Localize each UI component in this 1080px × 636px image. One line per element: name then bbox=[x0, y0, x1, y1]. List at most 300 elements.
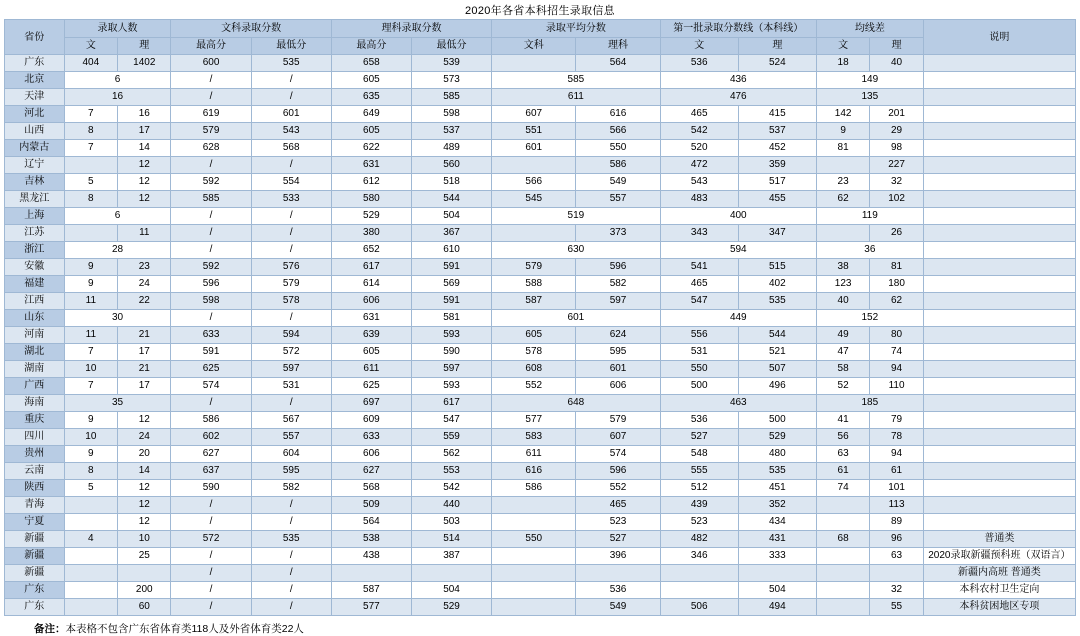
header-sub-0-0: 文 bbox=[64, 38, 117, 55]
count-li-cell: 17 bbox=[118, 123, 171, 140]
diff-li-cell: 110 bbox=[870, 378, 923, 395]
wen-max-cell: 574 bbox=[171, 378, 251, 395]
count-wen-cell: 404 bbox=[64, 55, 117, 72]
diff-wen-cell: 63 bbox=[816, 446, 869, 463]
li-min-cell: 569 bbox=[411, 276, 491, 293]
diff-li-cell: 32 bbox=[870, 582, 923, 599]
wen-min-cell: / bbox=[251, 395, 331, 412]
line-wen-cell: 346 bbox=[660, 548, 738, 565]
wen-min-cell: 554 bbox=[251, 174, 331, 191]
header-sub-2-1: 最低分 bbox=[411, 38, 491, 55]
li-min-cell: 504 bbox=[411, 582, 491, 599]
count-wen-cell: 7 bbox=[64, 140, 117, 157]
table-row bbox=[5, 395, 1076, 412]
line-cell: 594 bbox=[660, 242, 816, 259]
line-li-cell: 535 bbox=[738, 293, 816, 310]
li-max-cell: 538 bbox=[331, 531, 411, 548]
remark-cell bbox=[923, 463, 1075, 480]
remark-cell bbox=[923, 157, 1075, 174]
count-wen-cell: 7 bbox=[64, 344, 117, 361]
count-cell: 28 bbox=[64, 242, 171, 259]
count-li-cell: 11 bbox=[118, 225, 171, 242]
diff-wen-cell: 49 bbox=[816, 327, 869, 344]
wen-min-cell: / bbox=[251, 548, 331, 565]
li-min-cell: 504 bbox=[411, 208, 491, 225]
count-li-cell: 12 bbox=[118, 412, 171, 429]
count-li-cell: 200 bbox=[118, 582, 171, 599]
footnote-text: 本表格不包含广东省体育类118人及外省体育类22人 bbox=[65, 623, 304, 635]
count-wen-cell: 5 bbox=[64, 480, 117, 497]
line-wen-cell: 555 bbox=[660, 463, 738, 480]
line-wen-cell: 547 bbox=[660, 293, 738, 310]
table-row bbox=[5, 72, 1076, 89]
avg-li-cell: 601 bbox=[576, 361, 660, 378]
li-min-cell: 489 bbox=[411, 140, 491, 157]
wen-min-cell: / bbox=[251, 310, 331, 327]
wen-min-cell: 535 bbox=[251, 55, 331, 72]
remark-cell bbox=[923, 344, 1075, 361]
li-min-cell: 539 bbox=[411, 55, 491, 72]
count-wen-cell bbox=[64, 225, 117, 242]
li-min-cell: 597 bbox=[411, 361, 491, 378]
count-li-cell: 17 bbox=[118, 378, 171, 395]
diff-li-cell: 79 bbox=[870, 412, 923, 429]
line-li-cell: 521 bbox=[738, 344, 816, 361]
diff-li-cell: 113 bbox=[870, 497, 923, 514]
wen-min-cell: 531 bbox=[251, 378, 331, 395]
line-li-cell: 431 bbox=[738, 531, 816, 548]
remark-cell bbox=[923, 174, 1075, 191]
avg-wen-cell: 616 bbox=[492, 463, 576, 480]
count-wen-cell bbox=[64, 548, 117, 565]
li-max-cell: 614 bbox=[331, 276, 411, 293]
li-max-cell: 658 bbox=[331, 55, 411, 72]
li-min-cell: 573 bbox=[411, 72, 491, 89]
li-max-cell: 605 bbox=[331, 344, 411, 361]
wen-max-cell: / bbox=[171, 310, 251, 327]
table-footnote bbox=[0, 616, 1080, 636]
line-cell: 463 bbox=[660, 395, 816, 412]
province-cell: 陕西 bbox=[5, 480, 65, 497]
diff-cell: 185 bbox=[816, 395, 923, 412]
wen-min-cell: 568 bbox=[251, 140, 331, 157]
header-sub-5-1: 理 bbox=[870, 38, 923, 55]
diff-li-cell: 78 bbox=[870, 429, 923, 446]
count-cell: 6 bbox=[64, 72, 171, 89]
diff-wen-cell: 41 bbox=[816, 412, 869, 429]
diff-wen-cell bbox=[816, 565, 869, 582]
table-row bbox=[5, 174, 1076, 191]
line-li-cell: 434 bbox=[738, 514, 816, 531]
province-cell: 广东 bbox=[5, 55, 65, 72]
wen-min-cell: / bbox=[251, 599, 331, 616]
wen-max-cell: / bbox=[171, 395, 251, 412]
remark-cell bbox=[923, 412, 1075, 429]
wen-max-cell: / bbox=[171, 565, 251, 582]
page-title: 2020年各省本科招生录取信息 bbox=[465, 5, 615, 17]
wen-max-cell: 596 bbox=[171, 276, 251, 293]
avg-li-cell bbox=[576, 565, 660, 582]
li-max-cell: 631 bbox=[331, 310, 411, 327]
diff-wen-cell: 81 bbox=[816, 140, 869, 157]
line-li-cell: 507 bbox=[738, 361, 816, 378]
line-wen-cell: 512 bbox=[660, 480, 738, 497]
wen-min-cell: 535 bbox=[251, 531, 331, 548]
avg-wen-cell bbox=[492, 565, 576, 582]
li-max-cell: 609 bbox=[331, 412, 411, 429]
avg-li-cell: 606 bbox=[576, 378, 660, 395]
li-min-cell: 542 bbox=[411, 480, 491, 497]
wen-max-cell: 600 bbox=[171, 55, 251, 72]
header-sub-3-1: 理科 bbox=[576, 38, 660, 55]
diff-li-cell: 74 bbox=[870, 344, 923, 361]
li-min-cell: 440 bbox=[411, 497, 491, 514]
wen-min-cell: / bbox=[251, 72, 331, 89]
li-min-cell: 560 bbox=[411, 157, 491, 174]
li-min-cell: 544 bbox=[411, 191, 491, 208]
wen-max-cell: / bbox=[171, 89, 251, 106]
li-min-cell: 562 bbox=[411, 446, 491, 463]
line-li-cell bbox=[738, 565, 816, 582]
diff-cell: 149 bbox=[816, 72, 923, 89]
count-cell: 6 bbox=[64, 208, 171, 225]
diff-wen-cell bbox=[816, 582, 869, 599]
count-li-cell: 25 bbox=[118, 548, 171, 565]
avg-li-cell: 616 bbox=[576, 106, 660, 123]
diff-li-cell: 101 bbox=[870, 480, 923, 497]
line-wen-cell: 482 bbox=[660, 531, 738, 548]
diff-wen-cell: 142 bbox=[816, 106, 869, 123]
line-wen-cell: 536 bbox=[660, 412, 738, 429]
wen-min-cell: / bbox=[251, 157, 331, 174]
li-max-cell: 697 bbox=[331, 395, 411, 412]
header-group-4: 第一批录取分数线（本科线） bbox=[660, 20, 816, 38]
diff-li-cell: 180 bbox=[870, 276, 923, 293]
count-cell: 30 bbox=[64, 310, 171, 327]
diff-li-cell: 96 bbox=[870, 531, 923, 548]
diff-li-cell: 32 bbox=[870, 174, 923, 191]
wen-min-cell: 597 bbox=[251, 361, 331, 378]
avg-wen-cell: 583 bbox=[492, 429, 576, 446]
li-max-cell: 612 bbox=[331, 174, 411, 191]
line-li-cell: 529 bbox=[738, 429, 816, 446]
line-li-cell: 494 bbox=[738, 599, 816, 616]
li-max-cell: 605 bbox=[331, 123, 411, 140]
diff-wen-cell: 68 bbox=[816, 531, 869, 548]
count-wen-cell bbox=[64, 565, 117, 582]
line-cell: 476 bbox=[660, 89, 816, 106]
li-max-cell: 438 bbox=[331, 548, 411, 565]
remark-cell bbox=[923, 480, 1075, 497]
line-li-cell: 504 bbox=[738, 582, 816, 599]
table-row bbox=[5, 531, 1076, 548]
table-row bbox=[5, 310, 1076, 327]
remark-cell bbox=[923, 106, 1075, 123]
count-wen-cell: 9 bbox=[64, 276, 117, 293]
table-row bbox=[5, 565, 1076, 582]
line-wen-cell bbox=[660, 565, 738, 582]
remark-cell bbox=[923, 514, 1075, 531]
province-cell: 青海 bbox=[5, 497, 65, 514]
diff-li-cell: 26 bbox=[870, 225, 923, 242]
remark-cell bbox=[923, 429, 1075, 446]
wen-max-cell: / bbox=[171, 514, 251, 531]
wen-max-cell: / bbox=[171, 548, 251, 565]
avg-cell: 630 bbox=[492, 242, 661, 259]
diff-wen-cell bbox=[816, 514, 869, 531]
table-row bbox=[5, 599, 1076, 616]
header-sub-row bbox=[5, 38, 1076, 55]
count-wen-cell: 11 bbox=[64, 327, 117, 344]
avg-wen-cell: 588 bbox=[492, 276, 576, 293]
li-max-cell: 564 bbox=[331, 514, 411, 531]
header-province: 省份 bbox=[5, 20, 65, 55]
count-li-cell: 1402 bbox=[118, 55, 171, 72]
wen-min-cell: / bbox=[251, 565, 331, 582]
li-min-cell: 553 bbox=[411, 463, 491, 480]
wen-max-cell: 579 bbox=[171, 123, 251, 140]
line-wen-cell: 483 bbox=[660, 191, 738, 208]
avg-li-cell: 564 bbox=[576, 55, 660, 72]
table-row bbox=[5, 412, 1076, 429]
wen-max-cell: 590 bbox=[171, 480, 251, 497]
wen-min-cell: 572 bbox=[251, 344, 331, 361]
count-wen-cell: 8 bbox=[64, 123, 117, 140]
li-min-cell: 591 bbox=[411, 259, 491, 276]
remark-cell bbox=[923, 446, 1075, 463]
remark-cell: 2020录取新疆预科班（双语言） bbox=[923, 548, 1075, 565]
li-max-cell: 627 bbox=[331, 463, 411, 480]
li-min-cell: 367 bbox=[411, 225, 491, 242]
province-cell: 广西 bbox=[5, 378, 65, 395]
li-min-cell: 387 bbox=[411, 548, 491, 565]
li-max-cell: 652 bbox=[331, 242, 411, 259]
li-min-cell: 529 bbox=[411, 599, 491, 616]
wen-min-cell: / bbox=[251, 242, 331, 259]
count-li-cell: 12 bbox=[118, 497, 171, 514]
line-li-cell: 347 bbox=[738, 225, 816, 242]
diff-li-cell: 63 bbox=[870, 548, 923, 565]
diff-li-cell bbox=[870, 565, 923, 582]
diff-wen-cell: 123 bbox=[816, 276, 869, 293]
wen-min-cell: 543 bbox=[251, 123, 331, 140]
diff-li-cell: 94 bbox=[870, 446, 923, 463]
li-min-cell: 537 bbox=[411, 123, 491, 140]
table-row bbox=[5, 157, 1076, 174]
avg-wen-cell bbox=[492, 514, 576, 531]
diff-wen-cell bbox=[816, 225, 869, 242]
li-min-cell: 514 bbox=[411, 531, 491, 548]
province-cell: 广东 bbox=[5, 599, 65, 616]
li-min-cell: 518 bbox=[411, 174, 491, 191]
table-row bbox=[5, 429, 1076, 446]
count-li-cell: 60 bbox=[118, 599, 171, 616]
avg-wen-cell bbox=[492, 599, 576, 616]
remark-cell bbox=[923, 276, 1075, 293]
diff-wen-cell: 38 bbox=[816, 259, 869, 276]
avg-li-cell: 597 bbox=[576, 293, 660, 310]
line-wen-cell: 542 bbox=[660, 123, 738, 140]
province-cell: 海南 bbox=[5, 395, 65, 412]
avg-li-cell: 586 bbox=[576, 157, 660, 174]
count-wen-cell: 10 bbox=[64, 361, 117, 378]
avg-li-cell: 579 bbox=[576, 412, 660, 429]
count-wen-cell: 10 bbox=[64, 429, 117, 446]
avg-wen-cell bbox=[492, 497, 576, 514]
wen-min-cell: 533 bbox=[251, 191, 331, 208]
wen-max-cell: 598 bbox=[171, 293, 251, 310]
diff-li-cell: 62 bbox=[870, 293, 923, 310]
table-row bbox=[5, 327, 1076, 344]
count-wen-cell bbox=[64, 582, 117, 599]
line-wen-cell: 536 bbox=[660, 55, 738, 72]
li-max-cell: 509 bbox=[331, 497, 411, 514]
wen-max-cell: 602 bbox=[171, 429, 251, 446]
line-wen-cell: 523 bbox=[660, 514, 738, 531]
line-li-cell: 352 bbox=[738, 497, 816, 514]
diff-cell: 36 bbox=[816, 242, 923, 259]
wen-max-cell: 591 bbox=[171, 344, 251, 361]
count-li-cell: 12 bbox=[118, 157, 171, 174]
diff-wen-cell: 18 bbox=[816, 55, 869, 72]
diff-li-cell: 102 bbox=[870, 191, 923, 208]
li-min-cell: 503 bbox=[411, 514, 491, 531]
wen-max-cell: / bbox=[171, 582, 251, 599]
wen-min-cell: 578 bbox=[251, 293, 331, 310]
province-cell: 宁夏 bbox=[5, 514, 65, 531]
li-max-cell: 625 bbox=[331, 378, 411, 395]
line-li-cell: 333 bbox=[738, 548, 816, 565]
li-max-cell: 622 bbox=[331, 140, 411, 157]
table-row bbox=[5, 225, 1076, 242]
line-wen-cell bbox=[660, 582, 738, 599]
province-cell: 天津 bbox=[5, 89, 65, 106]
remark-cell bbox=[923, 293, 1075, 310]
wen-max-cell: 637 bbox=[171, 463, 251, 480]
count-li-cell: 14 bbox=[118, 463, 171, 480]
li-max-cell: 639 bbox=[331, 327, 411, 344]
province-cell: 北京 bbox=[5, 72, 65, 89]
line-wen-cell: 541 bbox=[660, 259, 738, 276]
header-sub-5-0: 文 bbox=[816, 38, 869, 55]
table-row bbox=[5, 344, 1076, 361]
line-wen-cell: 556 bbox=[660, 327, 738, 344]
avg-wen-cell: 608 bbox=[492, 361, 576, 378]
line-li-cell: 537 bbox=[738, 123, 816, 140]
count-li-cell: 12 bbox=[118, 174, 171, 191]
remark-cell bbox=[923, 378, 1075, 395]
line-li-cell: 455 bbox=[738, 191, 816, 208]
remark-cell bbox=[923, 225, 1075, 242]
line-li-cell: 402 bbox=[738, 276, 816, 293]
avg-li-cell: 582 bbox=[576, 276, 660, 293]
diff-wen-cell: 23 bbox=[816, 174, 869, 191]
admission-table bbox=[4, 19, 1076, 616]
remark-cell bbox=[923, 123, 1075, 140]
count-cell: 16 bbox=[64, 89, 171, 106]
wen-min-cell: 567 bbox=[251, 412, 331, 429]
table-row bbox=[5, 378, 1076, 395]
wen-min-cell: 594 bbox=[251, 327, 331, 344]
wen-min-cell: 604 bbox=[251, 446, 331, 463]
diff-li-cell: 201 bbox=[870, 106, 923, 123]
avg-wen-cell: 578 bbox=[492, 344, 576, 361]
avg-wen-cell bbox=[492, 548, 576, 565]
avg-wen-cell: 601 bbox=[492, 140, 576, 157]
li-min-cell: 581 bbox=[411, 310, 491, 327]
line-wen-cell: 548 bbox=[660, 446, 738, 463]
table-row bbox=[5, 89, 1076, 106]
avg-li-cell: 595 bbox=[576, 344, 660, 361]
diff-wen-cell bbox=[816, 548, 869, 565]
count-wen-cell bbox=[64, 157, 117, 174]
wen-max-cell: 572 bbox=[171, 531, 251, 548]
line-wen-cell: 506 bbox=[660, 599, 738, 616]
table-body bbox=[5, 55, 1076, 616]
wen-max-cell: / bbox=[171, 157, 251, 174]
wen-max-cell: 592 bbox=[171, 174, 251, 191]
wen-max-cell: 627 bbox=[171, 446, 251, 463]
count-wen-cell: 8 bbox=[64, 191, 117, 208]
province-cell: 山西 bbox=[5, 123, 65, 140]
wen-min-cell: / bbox=[251, 225, 331, 242]
li-max-cell: 635 bbox=[331, 89, 411, 106]
diff-cell: 135 bbox=[816, 89, 923, 106]
remark-cell bbox=[923, 497, 1075, 514]
line-cell: 436 bbox=[660, 72, 816, 89]
province-cell: 广东 bbox=[5, 582, 65, 599]
diff-li-cell: 94 bbox=[870, 361, 923, 378]
count-li-cell: 12 bbox=[118, 191, 171, 208]
avg-wen-cell: 579 bbox=[492, 259, 576, 276]
line-wen-cell: 465 bbox=[660, 106, 738, 123]
province-cell: 吉林 bbox=[5, 174, 65, 191]
wen-max-cell: 585 bbox=[171, 191, 251, 208]
li-min-cell: 610 bbox=[411, 242, 491, 259]
wen-max-cell: / bbox=[171, 208, 251, 225]
table-row bbox=[5, 480, 1076, 497]
wen-max-cell: / bbox=[171, 599, 251, 616]
province-cell: 新疆 bbox=[5, 531, 65, 548]
avg-li-cell: 607 bbox=[576, 429, 660, 446]
header-group-2: 理科录取分数 bbox=[331, 20, 491, 38]
diff-li-cell: 61 bbox=[870, 463, 923, 480]
count-li-cell: 20 bbox=[118, 446, 171, 463]
header-group-5: 均线差 bbox=[816, 20, 923, 38]
diff-li-cell: 40 bbox=[870, 55, 923, 72]
avg-li-cell: 465 bbox=[576, 497, 660, 514]
diff-wen-cell: 9 bbox=[816, 123, 869, 140]
count-wen-cell: 5 bbox=[64, 174, 117, 191]
province-cell: 湖北 bbox=[5, 344, 65, 361]
wen-min-cell: / bbox=[251, 514, 331, 531]
table-row bbox=[5, 463, 1076, 480]
line-li-cell: 535 bbox=[738, 463, 816, 480]
province-cell: 黑龙江 bbox=[5, 191, 65, 208]
footnote-label: 备注： bbox=[34, 623, 66, 635]
header-group-3: 录取平均分数 bbox=[492, 20, 661, 38]
header-group-1: 文科录取分数 bbox=[171, 20, 331, 38]
province-cell: 江苏 bbox=[5, 225, 65, 242]
avg-li-cell: 536 bbox=[576, 582, 660, 599]
line-li-cell: 359 bbox=[738, 157, 816, 174]
wen-min-cell: / bbox=[251, 89, 331, 106]
wen-max-cell: / bbox=[171, 72, 251, 89]
wen-min-cell: 579 bbox=[251, 276, 331, 293]
province-cell: 湖南 bbox=[5, 361, 65, 378]
wen-max-cell: 633 bbox=[171, 327, 251, 344]
wen-min-cell: 557 bbox=[251, 429, 331, 446]
